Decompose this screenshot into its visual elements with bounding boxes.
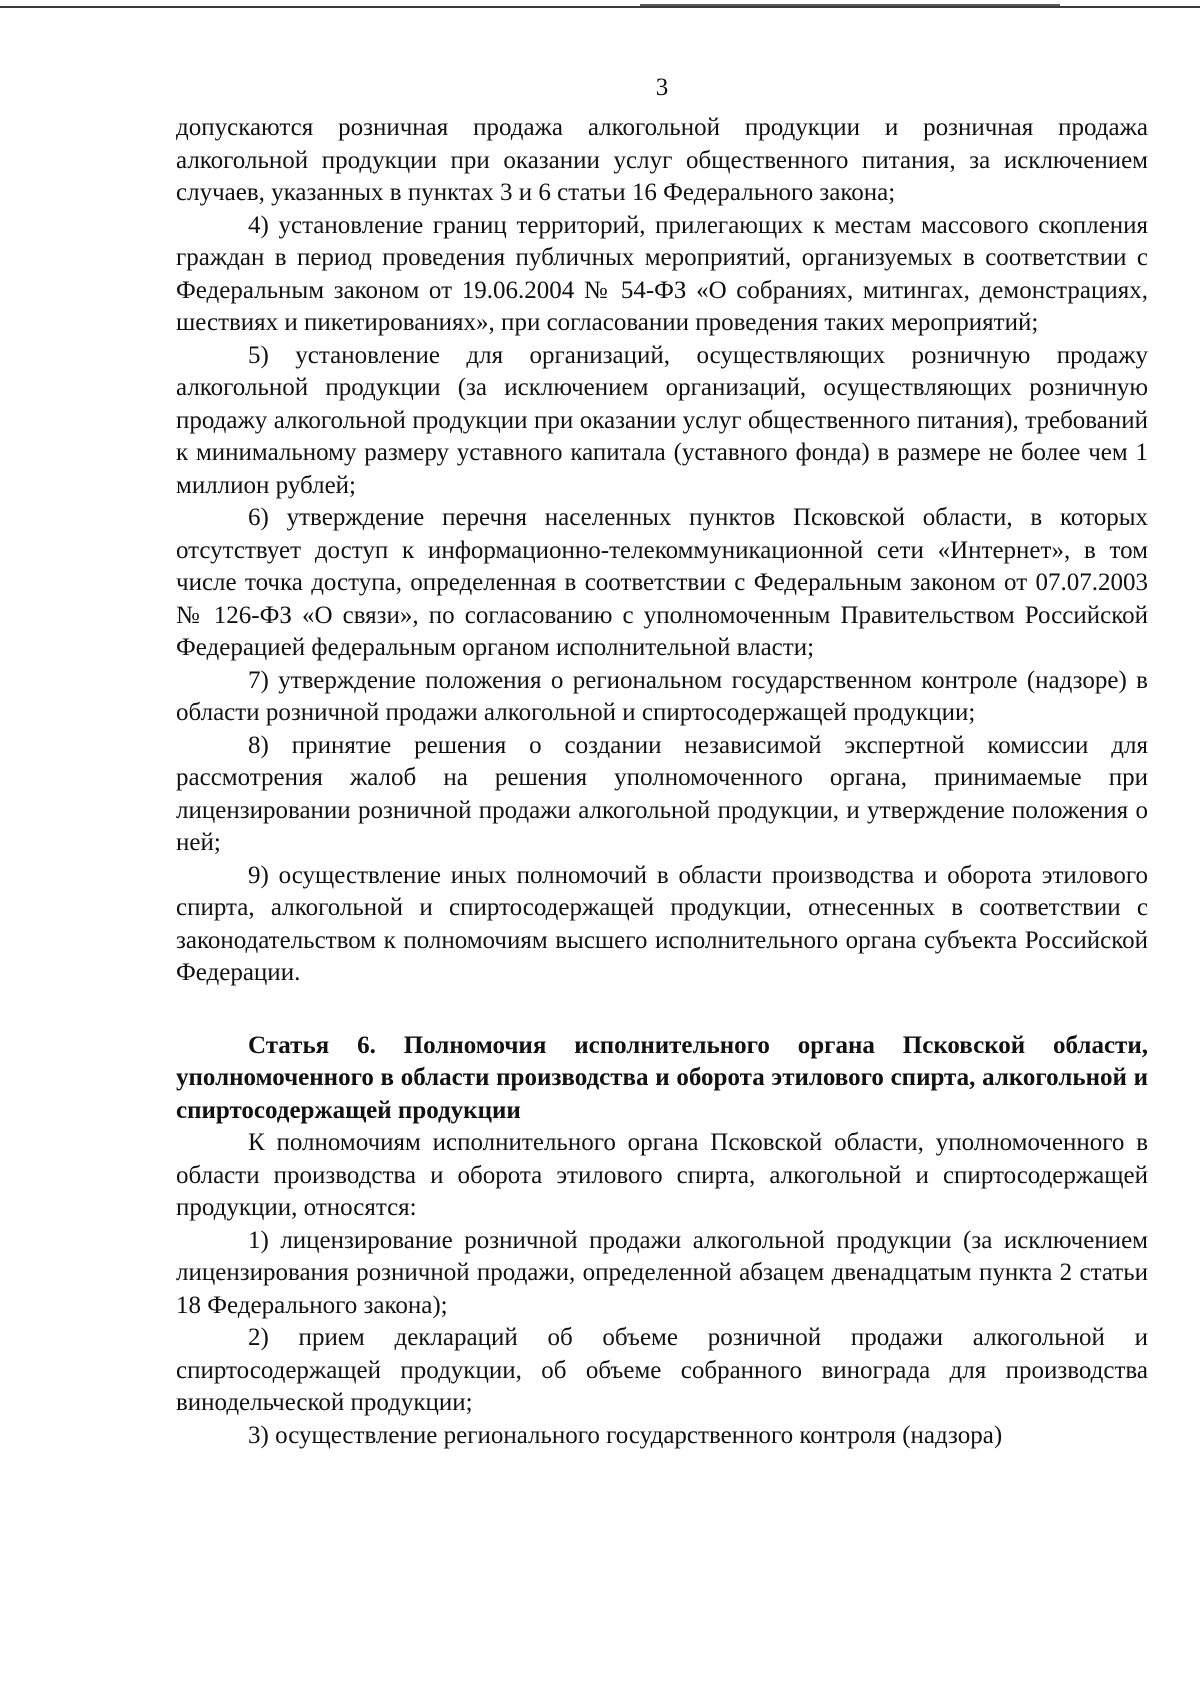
scan-edge-line xyxy=(0,6,1200,8)
paragraph-item-6: 6) утверждение перечня населенных пунктов Псковской области, в которых отсутствует доступ к информационно-телекоммуникационной сети «Интернет», в том числе точка доступа, определенная в соответствии с Федеральным законом от 07.07.2003 № 126-ФЗ «О связи», по согласованию с уполномоченным Правительством Российской Федерацией федеральным органом исполнительной власти; xyxy=(176,504,1148,661)
scan-edge-line-secondary xyxy=(640,4,1060,6)
paragraph-article-item-1: 1) лицензирование розничной продажи алкогольной продукции (за исключением лицензирования розничной продажи, определенной абзацем двенадцатым пункта 2 статьи 18 Федерального закона); xyxy=(176,1226,1148,1319)
page-number: 3 xyxy=(655,74,669,101)
paragraph-item-9: 9) осуществление иных полномочий в области производства и оборота этилового спирта, алкогольной и спиртосодержащей продукции, отнесенных в соответствии с законодательством к полномочиям высшего исполнительного органа субъекта Российской Федерации. xyxy=(176,861,1148,986)
paragraph-article-intro: К полномочиям исполнительного органа Псковской области, уполномоченного в области производства и оборота этилового спирта, алкогольной и спиртосодержащей продукции, относятся: xyxy=(176,1129,1148,1221)
paragraph-item-5: 5) установление для организаций, осуществляющих розничную продажу алкогольной продукции (за исключением организаций, осуществляющих розничную продажу алкогольной продукции при оказании услуг общественного питания), требований к минимальному размеру уставного капитала (уставного фонда) в размере не более чем 1 миллион рублей; xyxy=(176,341,1148,499)
paragraph-article-item-3: 3) осуществление регионального государственного контроля (надзора) xyxy=(248,1421,1003,1449)
article-heading: Статья 6. Полномочия исполнительного органа Псковской области, уполномоченного в области производства и оборота этилового спирта, алкогольной и спиртосодержащей продукции xyxy=(176,1031,1148,1124)
paragraph-item-4: 4) установление границ территорий, прилегающих к местам массового скопления граждан в период проведения публичных мероприятий, организуемых в соответствии с Федеральным законом от 19.06.2004 № 54-ФЗ «О собраниях, митингах, демонстрациях, шествиях и пикетированиях», при согласовании проведения таких мероприятий; xyxy=(176,211,1148,336)
paragraph-item-7: 7) утверждение положения о региональном государственном контроле (надзоре) в области розничной продажи алкогольной и спиртосодержащей продукции; xyxy=(176,666,1148,726)
document-page xyxy=(176,68,1148,1452)
paragraph-continuation: допускаются розничная продажа алкогольной продукции и розничная продажа алкогольной продукции при оказании услуг общественного питания, за исключением случаев, указанных в пунктах 3 и 6 статьи 16 Федерального закона; xyxy=(176,114,1148,206)
paragraph-article-item-2: 2) прием деклараций об объеме розничной продажи алкогольной и спиртосодержащей продукции, об объеме собранного винограда для производства винодельческой продукции; xyxy=(176,1324,1148,1416)
paragraph-item-8: 8) принятие решения о создании независимой экспертной комиссии для рассмотрения жалоб на решения уполномоченного органа, принимаемые при лицензировании розничной продажи алкогольной продукции, и утверждение положения о ней; xyxy=(176,731,1148,856)
